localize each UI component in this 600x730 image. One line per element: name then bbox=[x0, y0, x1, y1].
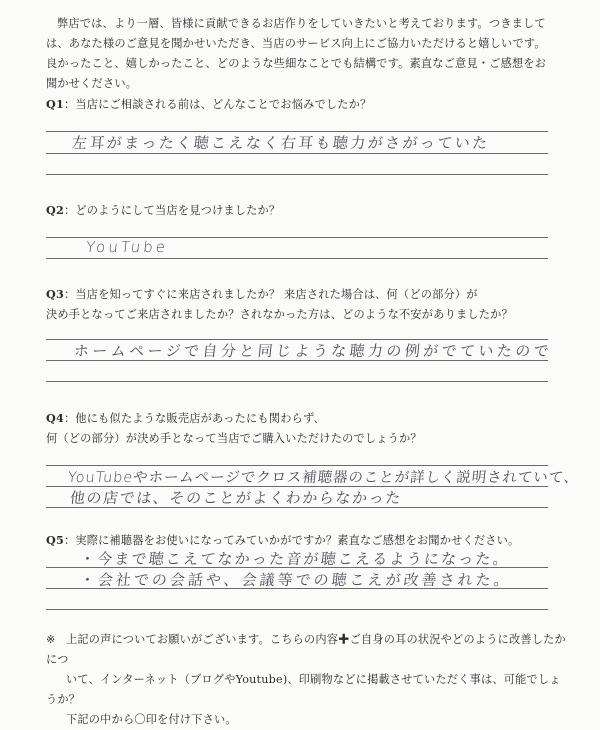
question-4 bbox=[46, 408, 566, 449]
question-label: Q5 bbox=[46, 533, 64, 547]
survey-intro: 弊店では、より一層、皆様に貢献できるお店作りをしていきたいと考えております。つきましては、あなた様のご意見を聞かせいただき、当店のサービス向上にご協力いただけると嬉しいです。良かったこと、嬉しかったこと、どのような些細なことでも結構です。素直なご意見・ご感想をお聞かせください。 bbox=[46, 17, 547, 90]
question-3 bbox=[46, 284, 566, 325]
question-label: Q4 bbox=[46, 411, 64, 425]
answer-line bbox=[46, 153, 548, 154]
question-label: Q1 bbox=[46, 97, 64, 111]
question-text-line-2: 何（どの部分）が決め手となって当店でご購入いただけたのでしょうか？ bbox=[46, 432, 422, 445]
answer-4-handwriting-line-1: YouTubeやホームページでクロス補聴器のことが詳しく説明されていて、 bbox=[67, 470, 580, 486]
answer-1-handwriting: 左耳がまったく聴こえなく右耳も聴力がさがっていた bbox=[71, 134, 491, 152]
answer-4-handwriting-line-2: 他の店では、そのことがよくわからなかった bbox=[69, 489, 403, 507]
question-text-line-2: 決め手となってご来店されましたか？されなかった方は、どのような不安がありましたか？ bbox=[46, 308, 513, 321]
answer-2-handwriting: YouTube bbox=[85, 238, 169, 256]
answer-line bbox=[46, 360, 548, 361]
publication-consent-note bbox=[46, 630, 566, 730]
answer-line bbox=[46, 174, 548, 175]
answer-3-handwriting: ホームページで自分と同じような聴力の例がでていたので bbox=[73, 342, 554, 360]
answer-line bbox=[46, 258, 548, 259]
question-text-line-1: ：他にも似たような販売店があったにも関わらず、 bbox=[63, 412, 325, 425]
answer-line bbox=[46, 381, 548, 382]
answer-5-handwriting-line-1: ・今まで聴こえてなかった音が聴こえるようになった。 bbox=[79, 550, 511, 568]
question-text-line-1: ：当店を知ってすぐに来店されましたか？ 来店された場合は、何（どの部分）が bbox=[63, 288, 478, 301]
answer-line bbox=[46, 609, 548, 610]
question-1 bbox=[46, 94, 566, 115]
note-line-2: いて、インターネット（ブログやYoutube)、印刷物などに掲載させていただく事は、可能でしょうか？ bbox=[46, 673, 561, 706]
note-line-3: 下記の中から〇印を付け下さい。 bbox=[66, 713, 237, 726]
question-label: Q3 bbox=[46, 287, 64, 301]
question-text: ：実際に補聴器をお使いになってみていかがですか？素直なご感想をお聞かせください。 bbox=[63, 534, 520, 547]
note-line-1: 上記の声についてお願いがございます。こちらの内容✚ご自身の耳の状況やどのように改善したかにつ bbox=[46, 633, 566, 666]
answer-line bbox=[46, 588, 548, 589]
question-text: ：どのようにして当店を見つけましたか？ bbox=[63, 204, 281, 217]
answer-line bbox=[46, 507, 548, 508]
reference-mark-icon: ※ bbox=[46, 633, 56, 646]
question-label: Q2 bbox=[46, 203, 64, 217]
question-2 bbox=[46, 200, 566, 221]
answer-line bbox=[46, 567, 548, 568]
answer-5-handwriting-line-2: ・会社での会話や、会議等での聴こえが改善された。 bbox=[79, 571, 513, 589]
question-text: ：当店にご相談される前は、どんなことでお悩みでしたか？ bbox=[63, 98, 372, 111]
